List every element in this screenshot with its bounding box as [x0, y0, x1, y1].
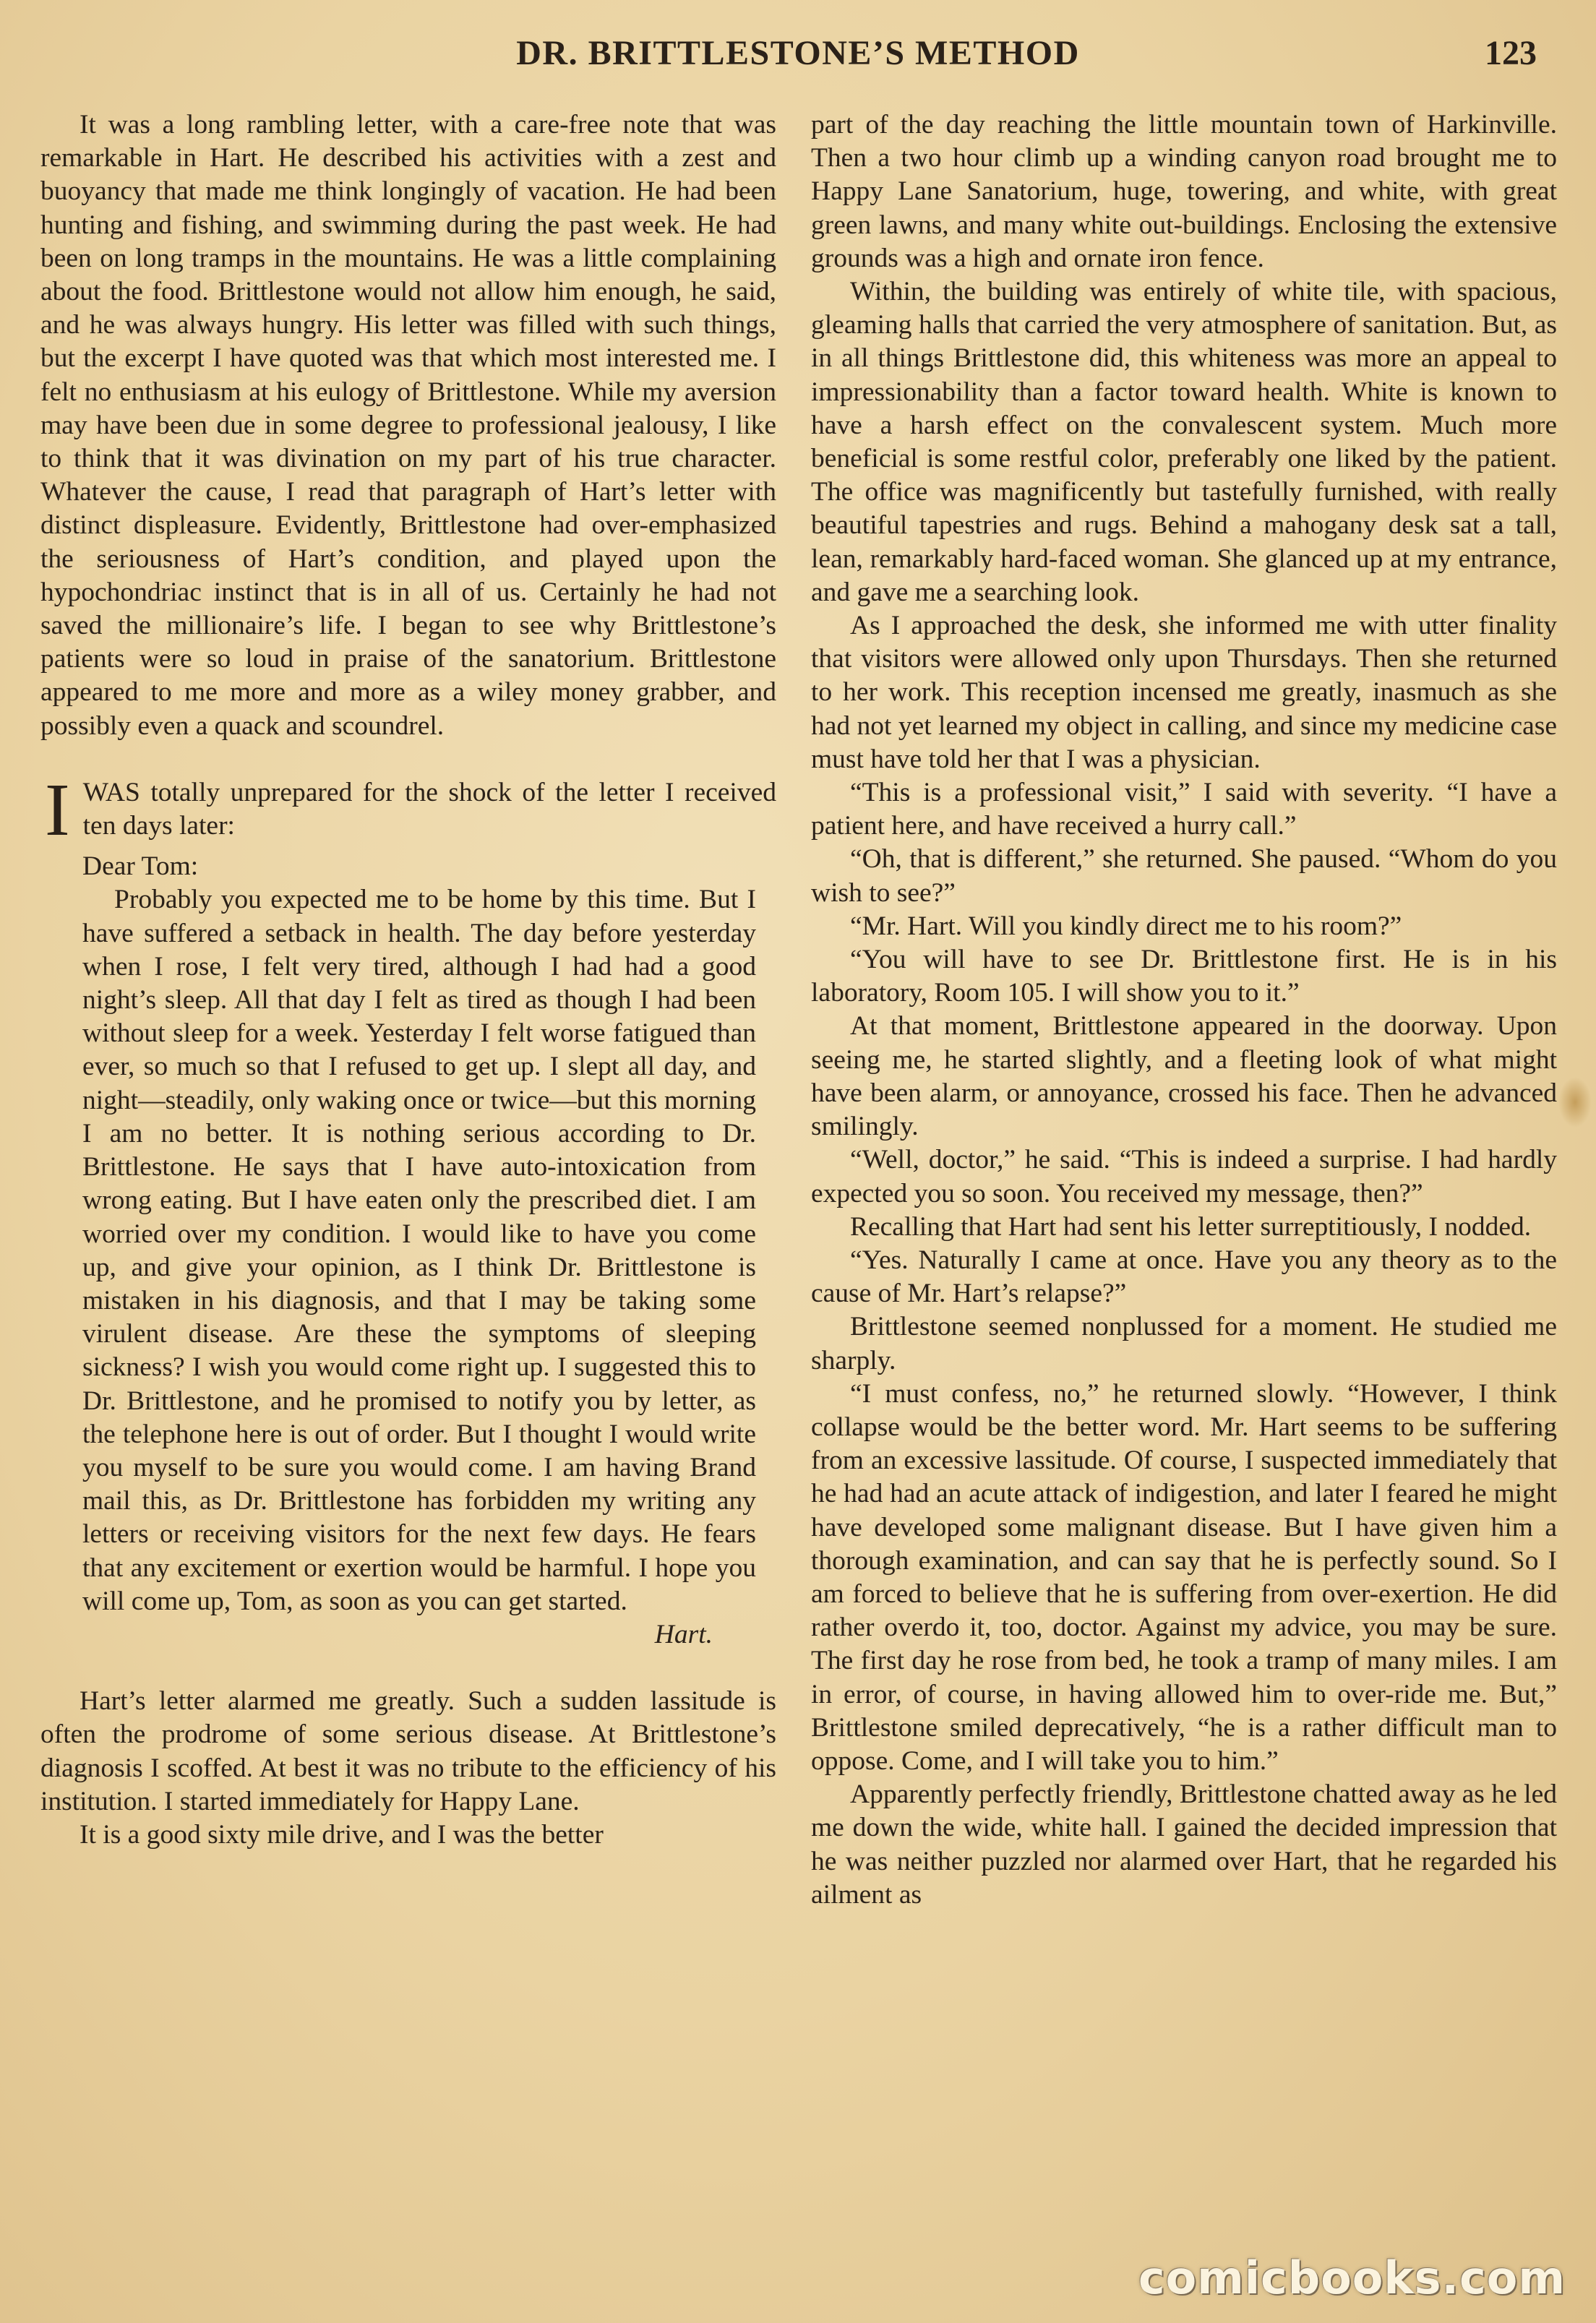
left-column	[40, 108, 776, 1852]
right-paragraph-14: Apparently perfectly friendly, Brittlestone chatted away as he led me down the wide, white hall. I gained the decided impression that he was neither puzzled nor alarmed over Hart, that he regarded his ailment as	[811, 1779, 1557, 1910]
right-paragraph-6: “Mr. Hart. Will you kindly direct me to his room?”	[850, 911, 1402, 941]
right-paragraph-3: As I approached the desk, she informed me with utter finality that visitors were allowed only upon Thursdays. Then she returned to her work. This reception incensed me greatly, inasmuch as she had not yet learned my object in calling, and since my medicine case must have told her that I was a physician.	[811, 611, 1557, 774]
right-paragraph-2: Within, the building was entirely of white tile, with spacious, gleaming halls that carried the very atmosphere of sanitation. But, as in all things Brittlestone did, this whiteness was more an appeal to impressionability than a factor toward health. White is known to have a harsh effect on the convalescent system. Much more beneficial is some restful color, preferably one liked by the patient. The office was magnificently but tastefully furnished, with really beautiful tapestries and rugs. Behind a mahogany desk sat a tall, lean, remarkably hard-faced woman. She glanced up at my entrance, and gave me a searching look.	[811, 277, 1557, 607]
right-paragraph-7: “You will have to see Dr. Brittlestone first. He is in his laboratory, Room 105. I will show you to it.”	[811, 945, 1557, 1008]
right-paragraph-8: At that moment, Brittlestone appeared in the doorway. Upon seeing me, he started slightly, and a fleeting look of what might have been alarm, or annoyance, crossed his face. Then he advanced smilingly.	[811, 1011, 1557, 1142]
running-header-title: DR. BRITTLESTONE’S METHOD	[516, 34, 1080, 72]
right-paragraph-12: Brittlestone seemed nonplussed for a moment. He studied me sharply.	[811, 1312, 1557, 1375]
section-gap	[40, 743, 776, 776]
quoted-letter	[82, 850, 756, 1652]
right-paragraph-13: “I must confess, no,” he returned slowly. “However, I think collapse would be the better word. Mr. Hart seems to be suffering from an excessive lassitude. Of course, I suspected immediately that he had had an acute attack of indigestion, and later I feared he might have developed some malignant disease. But I have given him a thorough examination, and can say that he is perfectly sound. So I am forced to believe that he is suffering from over-exertion. He did rather overdo it, too, doctor. Against my advice, you may be sure. The first day he rose from bed, he took a tramp of many miles. I am in error, of course, in having allowed him to over-ride me. But,” Brittlestone smiled deprecatively, “he is a rather difficult man to oppose. Come, and I will take you to him.”	[811, 1378, 1557, 1776]
left-paragraph-1: It was a long rambling letter, with a care-free note that was remarkable in Hart. He described his activities with a zest and buoyancy that made me think longingly of vacation. He had been hunting and fishing, and swimming during the past week. He had been on long tramps in the mountains. He was a little complaining about the food. Brittlestone would not allow him enough, he said, and he was always hungry. His letter was filled with such things, but the excerpt I have quoted was that which most interested me. I felt no enthusiasm at his eulogy of Brittlestone. While my aversion may have been due in some degree to professional jealousy, I like to think that it was divination on my part of his true character. Whatever the cause, I read that paragraph of Hart’s letter with distinct displeasure. Evidently, Brittlestone had over-emphasized the seriousness of Hart’s condition, and played upon the hypochondriac instinct that is in all of us. Certainly he had not saved the millionaire’s life. I began to see why Brittlestone’s patients were so loud in praise of the sanatorium. Brittlestone appeared to me more and more as a wiley money grabber, and possibly even a quack and scoundrel.	[40, 110, 776, 741]
right-paragraph-4: “This is a professional visit,” I said with severity. “I have a patient here, and have received a hurry call.”	[811, 778, 1557, 841]
letter-signature: Hart.	[654, 1619, 713, 1649]
dropcap-paragraph	[40, 768, 776, 851]
right-column	[811, 108, 1557, 1912]
site-watermark: comicbooks.com	[1138, 2251, 1566, 2304]
section-gap	[40, 1652, 776, 1685]
right-paragraph-1: part of the day reaching the little mountain town of Harkinville. Then a two hour climb up a winding canyon road brought me to Happy Lane Sanatorium, huge, towering, and white, with great green lawns, and many white out-buildings. Enclosing the extensive grounds was a high and ornate iron fence.	[811, 110, 1557, 273]
letter-body: Probably you expected me to be home by this time. But I have suffered a setback in health. The day before yesterday when I rose, I felt very tired, although I had had a good night’s sleep. All that day I felt as tired as though I had been without sleep for a week. Yesterday I felt worse fatigued than ever, so much so that I refused to get up. I slept all day, and night—steadily, only waking once or twice—but this morning I am no better. It is nothing serious according to Dr. Brittlestone. He says that I have auto-intoxication from wrong eating. But I have eaten only the prescribed diet. I am worried over my condition. I would like to have you come up, and give your opinion, as I think Dr. Brittlestone is mistaken in his diagnosis, and that I may be taking some virulent disease. Are these the symptoms of sleeping sickness? I wish you would come right up. I suggested this to Dr. Brittlestone, and he promised to notify you by letter, as the telephone here is out of order. But I thought I would write you myself to be sure you would come. I am having Brand mail this, as Dr. Brittlestone has forbidden my writing any letters or receiving visitors for the next few days. He fears that any excitement or exertion would be harmful. I hope you will come up, Tom, as soon as you can get started.	[82, 885, 756, 1616]
right-paragraph-5: “Oh, that is different,” she returned. She paused. “Whom do you wish to see?”	[811, 844, 1557, 908]
right-paragraph-10: Recalling that Hart had sent his letter surreptitiously, I nodded.	[850, 1211, 1532, 1242]
paper-stain	[1558, 1077, 1592, 1128]
letter-salutation: Dear Tom:	[82, 851, 199, 882]
left-paragraph-4: It is a good sixty mile drive, and I was the better	[80, 1819, 604, 1850]
page-number: 123	[1485, 34, 1537, 72]
left-paragraph-3: Hart’s letter alarmed me greatly. Such a sudden lassitude is often the prodrome of some serious disease. At Brittlestone’s diagnosis I scoffed. At best it was no tribute to the efficiency of his institution. I started immediately for Happy Lane.	[40, 1686, 776, 1816]
right-paragraph-9: “Well, doctor,” he said. “This is indeed a surprise. I had hardly expected you so soon. You received my message, then?”	[811, 1145, 1557, 1208]
dropcap-paragraph-text: WAS totally unprepared for the shock of the letter I received ten days later:	[82, 777, 776, 841]
dropcap-letter: I	[45, 768, 70, 851]
right-paragraph-11: “Yes. Naturally I came at once. Have you any theory as to the cause of Mr. Hart’s relapse?”	[811, 1245, 1557, 1309]
